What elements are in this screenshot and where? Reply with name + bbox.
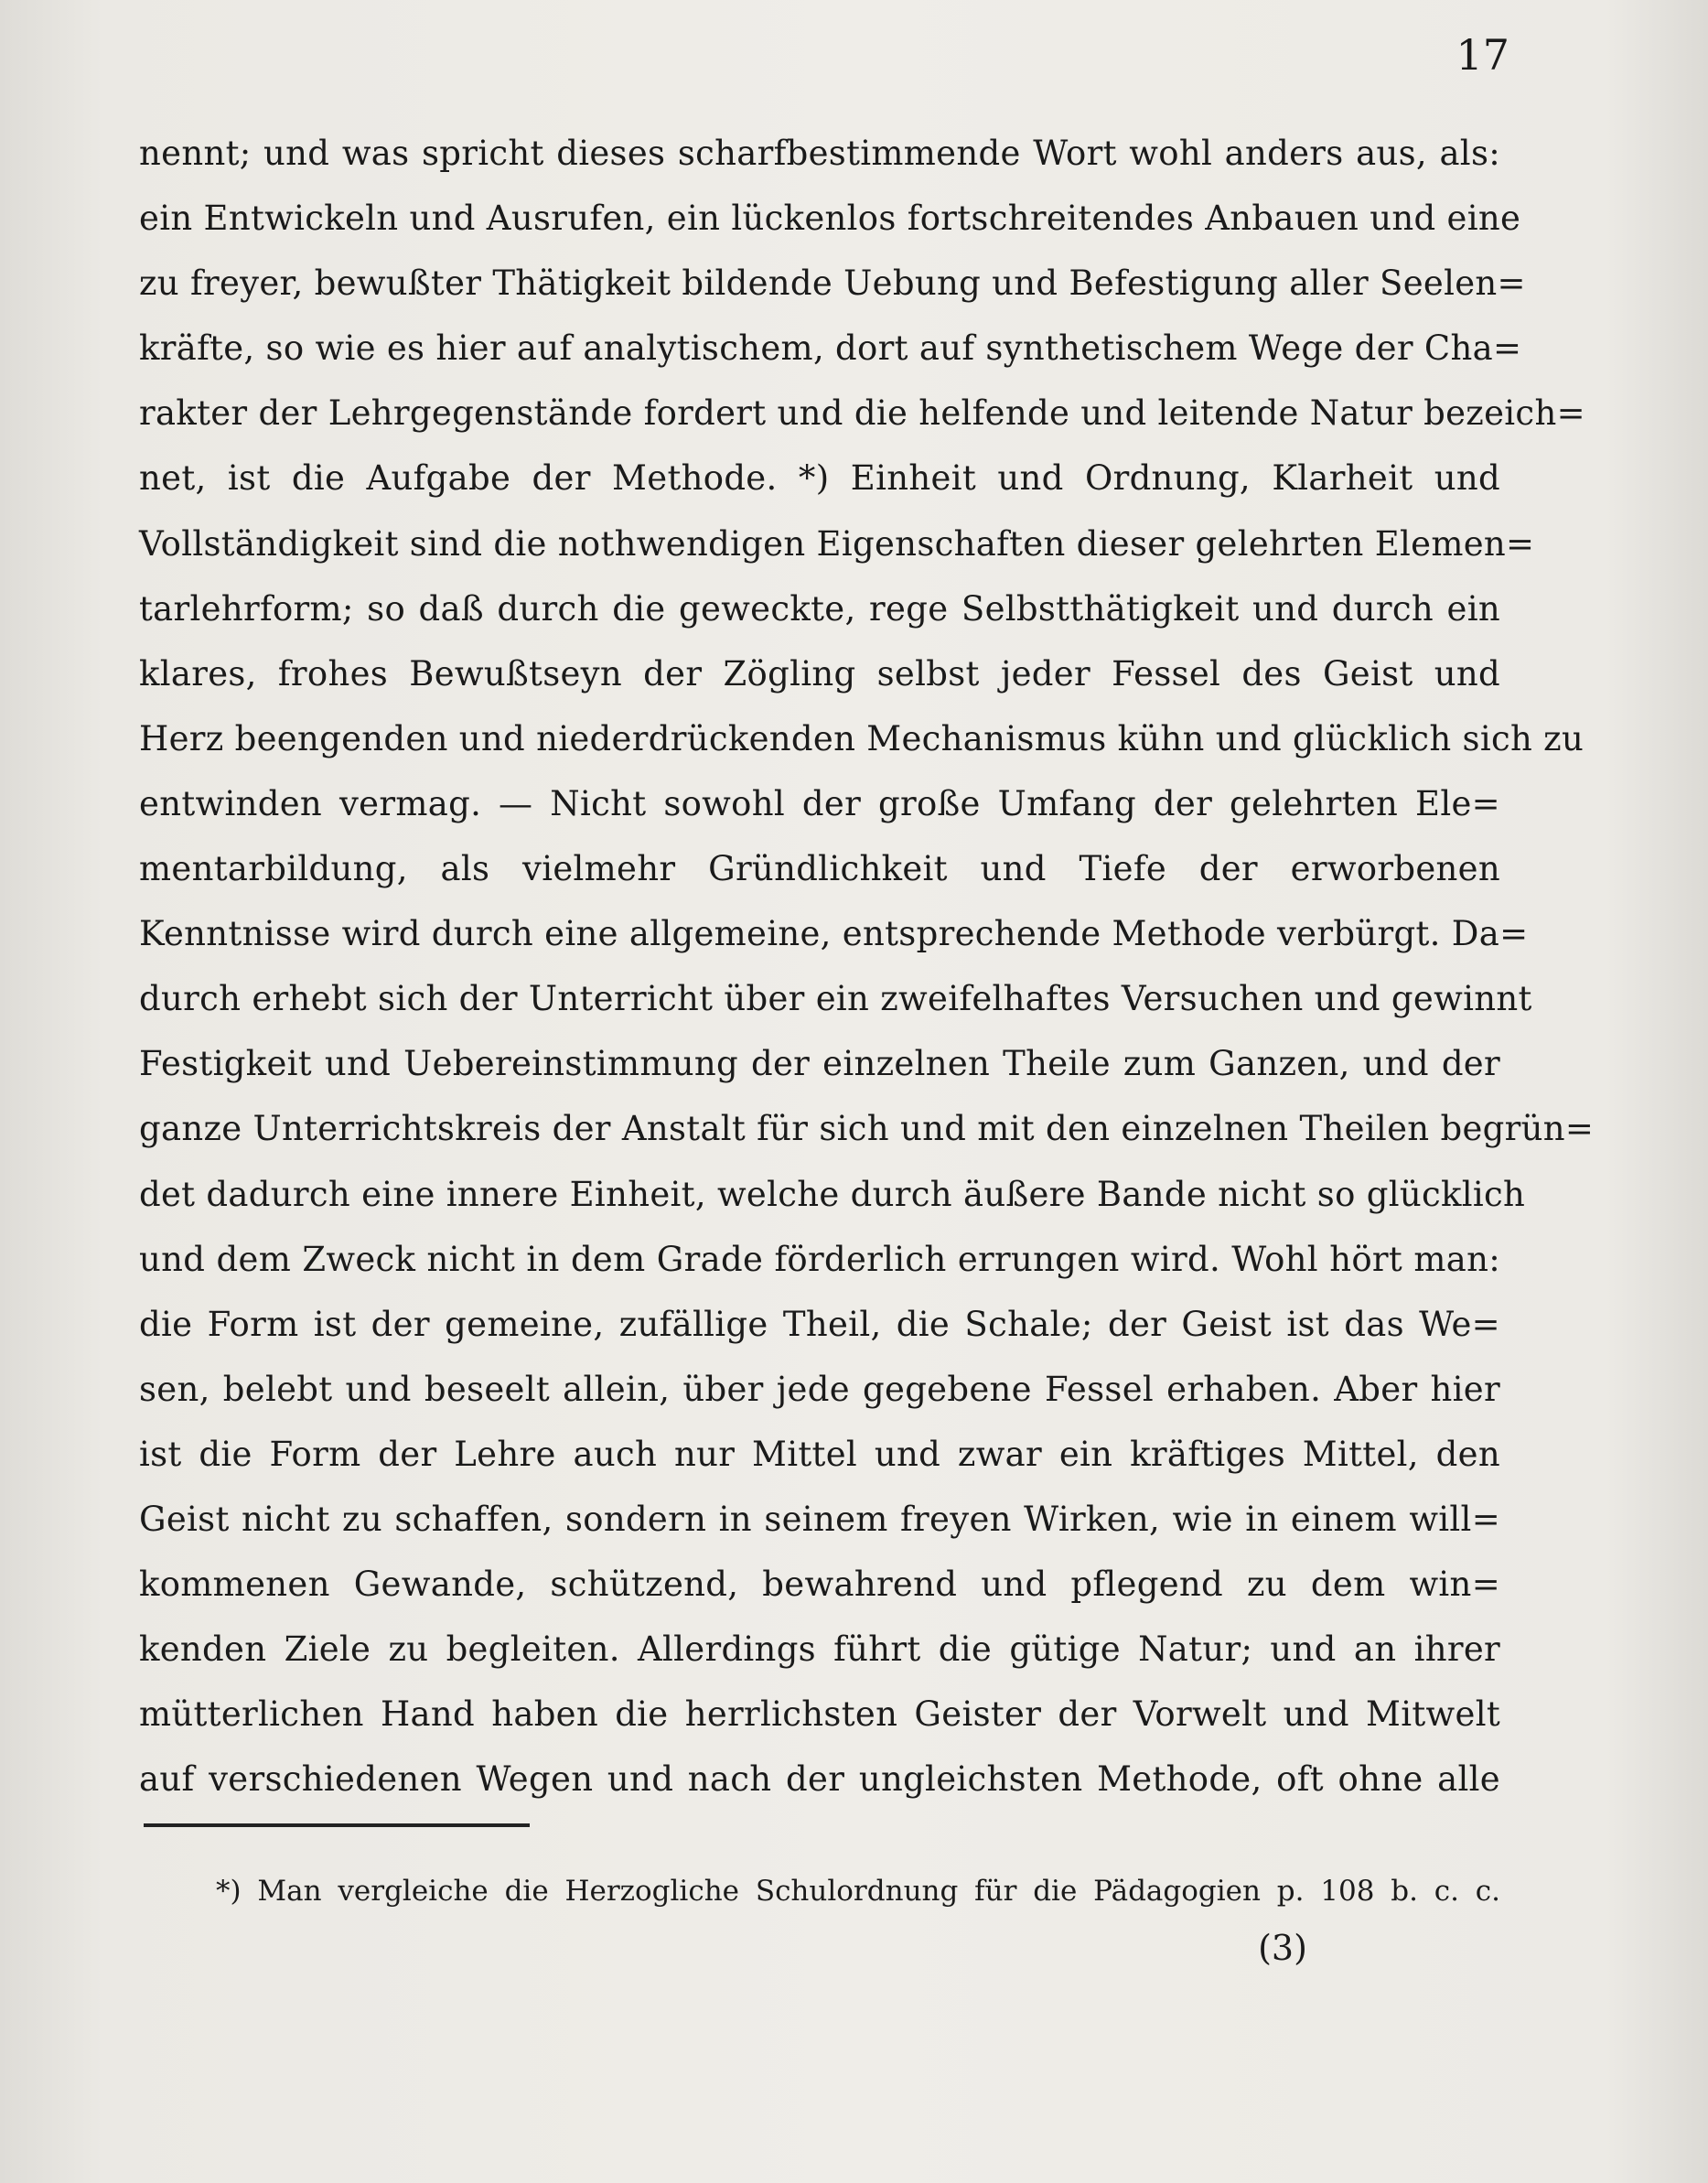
footnote-divider [144,1823,530,1827]
text-line: rakter der Lehrgegenstände fordert und die helfende und leitende Natur bezeich= [139,393,1585,434]
text-line: zu freyer, bewußter Thätigkeit bildende Uebung und Befestigung aller Seelen= [139,263,1526,304]
body-text [139,121,1595,1812]
text-line: ganze Unterrichtskreis der Anstalt für sich und mit den einzelnen Theilen begrün= [139,1109,1595,1149]
text-line: Geist nicht zu schaffen, sondern in seinem freyen Wirken, wie in einem will= [139,1499,1500,1539]
text-line: ist die Form der Lehre auch nur Mittel und zwar ein kräftiges Mittel, den [139,1434,1500,1474]
signature-mark: (3) [1258,1928,1307,1968]
text-line: entwinden vermag. — Nicht sowohl der große Umfang der gelehrten Ele= [139,783,1500,823]
text-line: und dem Zweck nicht in dem Grade förderlich errungen wird. Wohl hört man: [139,1239,1500,1279]
text-line: Kenntnisse wird durch eine allgemeine, entsprechende Methode verbürgt. Da= [139,914,1529,954]
text-line: durch erhebt sich der Unterricht über ein zweifelhaftes Versuchen und gewinnt [139,979,1532,1019]
text-line: klares, frohes Bewußtseyn der Zögling selbst jeder Fessel des Geist und [139,653,1500,694]
page-number: 17 [1456,30,1509,80]
text-line: kräfte, so wie es hier auf analytischem, dort auf synthetischem Wege der Cha= [139,328,1522,369]
text-line: kommenen Gewande, schützend, bewahrend und pflegend zu dem win= [139,1565,1500,1605]
text-line: Vollständigkeit sind die nothwendigen Eigenschaften dieser gelehrten Elemen= [139,523,1535,564]
text-line: tarlehrform; so daß durch die geweckte, rege Selbstthätigkeit und durch ein [139,588,1500,629]
text-line: auf verschiedenen Wegen und nach der ungleichsten Methode, oft ohne alle [139,1759,1500,1800]
text-line: Festigkeit und Uebereinstimmung der einzelnen Theile zum Ganzen, und der [139,1044,1500,1084]
text-line: mütterlichen Hand haben die herrlichsten Geister der Vorwelt und Mitwelt [139,1694,1500,1735]
text-line: Herz beengenden und niederdrückenden Mechanismus kühn und glücklich sich zu [139,718,1584,758]
footnote: *) Man vergleiche die Herzogliche Schulordnung für die Pädagogien p. 108 b. c. c. [216,1875,1500,1908]
text-line: det dadurch eine innere Einheit, welche durch äußere Bande nicht so glücklich [139,1174,1526,1214]
text-line: sen, belebt und beseelt allein, über jede gegebene Fessel erhaben. Aber hier [139,1369,1500,1409]
text-line: die Form ist der gemeine, zufällige Theil, die Schale; der Geist ist das We= [139,1304,1500,1344]
text-line: ein Entwickeln und Ausrufen, ein lückenlos fortschreitendes Anbauen und eine [139,199,1521,239]
text-line: kenden Ziele zu begleiten. Allerdings führt die gütige Natur; und an ihrer [139,1629,1500,1670]
text-line: net, ist die Aufgabe der Methode. *) Einheit und Ordnung, Klarheit und [139,458,1500,499]
text-line: mentarbildung, als vielmehr Gründlichkeit und Tiefe der erworbenen [139,849,1500,889]
text-line: nennt; und was spricht dieses scharfbestimmende Wort wohl anders aus, als: [139,134,1500,173]
